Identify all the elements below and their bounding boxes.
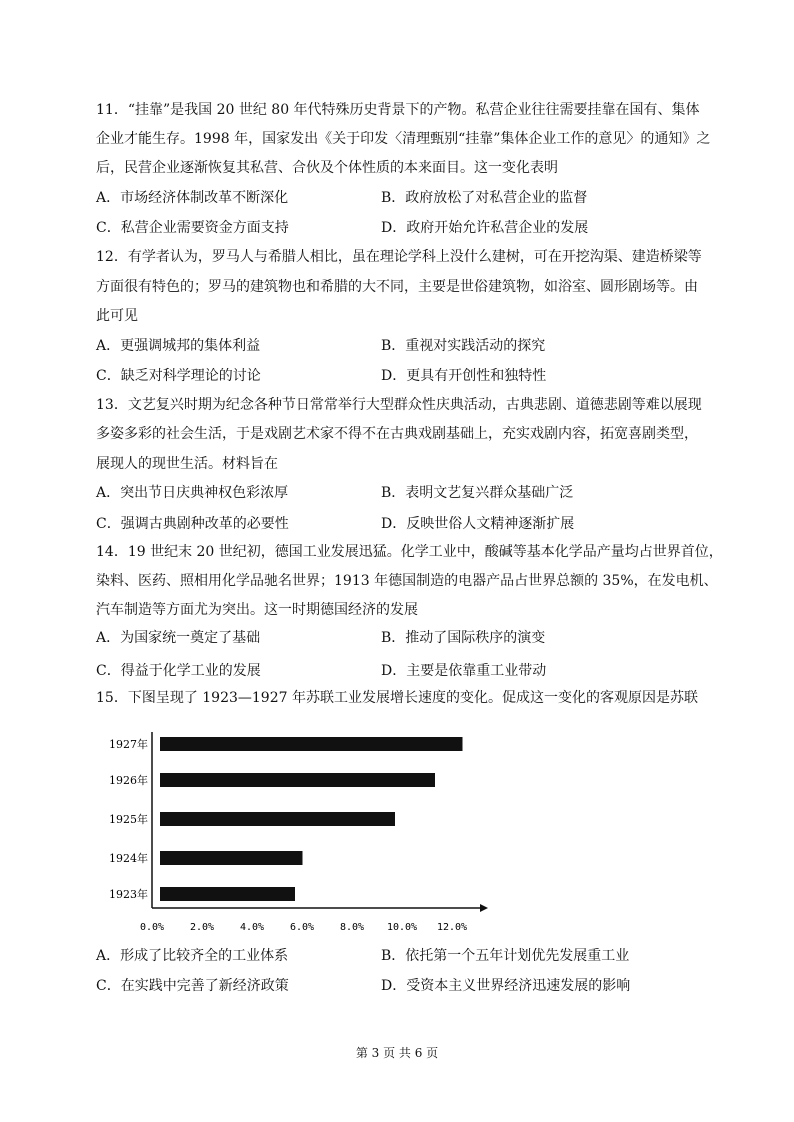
x-tick-label: 0.0%: [139, 922, 165, 933]
y-tick-label: 1924年: [109, 852, 148, 865]
q13-option-b: B．表明文艺复兴群众基础广泛: [381, 485, 574, 501]
q15-stem-line-1: 15．下图呈现了 1923—1927 年苏联工业发展增长速度的变化。促成这一变化的客观原因是苏联: [96, 690, 698, 706]
q13-stem-line-2: 多姿多彩的社会生活，于是戏剧艺术家不得不在古典戏剧基础上，充实戏剧内容，拓宽喜剧类型，: [96, 426, 698, 442]
q14-option-d: D．主要是依靠重工业带动: [381, 663, 547, 679]
q12-stem-line-1: 12．有学者认为，罗马人与希腊人相比，虽在理论学科上没什么建树，可在开挖沟渠、建造桥梁等: [96, 249, 702, 265]
x-axis-arrow: [480, 904, 488, 912]
q13-option-c: C．强调古典剧种改革的必要性: [96, 516, 289, 532]
q11-stem-line-1: 11．“挂靠”是我国 20 世纪 80 年代特殊历史背景下的产物。私营企业往往需要挂靠在国有、集体: [96, 102, 700, 118]
bar-0: [160, 737, 463, 751]
q12-option-a: A．更强调城邦的集体利益: [96, 338, 261, 354]
x-tick-label: 10.0%: [386, 922, 418, 933]
q14-option-b: B．推动了国际秩序的演变: [381, 630, 546, 646]
y-tick-label: 1926年: [109, 774, 148, 787]
q12-option-b: B．重视对实践活动的探究: [381, 338, 546, 354]
q15-option-c: C．在实践中完善了新经济政策: [96, 978, 289, 994]
x-tick-label: 12.0%: [436, 922, 468, 933]
q11-option-d: D．政府开始允许私营企业的发展: [381, 220, 589, 236]
x-tick-label: 8.0%: [339, 922, 365, 933]
q12-stem-line-2: 方面很有特色的；罗马的建筑物也和希腊的大不同，主要是世俗建筑物，如浴室、圆形剧场等。由: [96, 279, 698, 295]
q15-option-b: B．依托第一个五年计划优先发展重工业: [381, 948, 630, 964]
bar-1: [160, 773, 435, 787]
q15-option-a: A．形成了比较齐全的工业体系: [96, 948, 289, 964]
q14-option-c: C．得益于化学工业的发展: [96, 663, 261, 679]
q13-option-d: D．反映世俗人文精神逐渐扩展: [381, 516, 575, 532]
bar-2: [160, 812, 395, 826]
chart-x-labels: [140, 922, 467, 933]
q12-option-d: D．更具有开创性和独特性: [381, 368, 547, 384]
q14-stem-line-1: 14．19 世纪末 20 世纪初，德国工业发展迅猛。化学工业中，酸碱等基本化学品产量均占世界首位，: [96, 544, 723, 560]
q11-stem-line-3: 后，民营企业逐渐恢复其私营、合伙及个体性质的本来面目。这一变化表明: [96, 160, 558, 176]
chart-y-labels: [109, 737, 148, 901]
q11-option-c: C．私营企业需要资金方面支持: [96, 220, 289, 236]
q13-option-a: A．突出节日庆典神权色彩浓厚: [96, 485, 289, 501]
q11-stem-line-2: 企业才能生存。1998 年，国家发出《关于印发〈清理甄别“挂靠”集体企业工作的意见〉的通知》之: [96, 131, 711, 147]
q13-stem-line-1: 13．文艺复兴时期为纪念各种节日常常举行大型群众性庆典活动，古典悲剧、道德悲剧等难以展现: [96, 397, 702, 413]
bar-chart: [100, 722, 490, 940]
y-tick-label: 1925年: [109, 813, 148, 826]
y-tick-label: 1923年: [109, 888, 148, 901]
q14-stem-line-3: 汽车制造等方面尤为突出。这一时期德国经济的发展: [96, 602, 418, 618]
x-tick-label: 2.0%: [189, 922, 215, 933]
q13-stem-line-3: 展现人的现世生活。材料旨在: [96, 456, 278, 472]
q12-stem-line-3: 此可见: [96, 308, 138, 324]
bar-4: [160, 887, 295, 901]
y-tick-label: 1927年: [109, 738, 148, 751]
q11-option-a: A．市场经济体制改革不断深化: [96, 190, 289, 206]
page-footer: 第 3 页 共 6 页: [355, 1046, 439, 1060]
q14-stem-line-2: 染料、医药、照相用化学品驰名世界；1913 年德国制造的电器产品占世界总额的 35%，在发电机、: [96, 573, 718, 589]
chart-bars: [160, 737, 463, 901]
x-tick-label: 4.0%: [239, 922, 265, 933]
bar-3: [160, 851, 303, 865]
q11-option-b: B．政府放松了对私营企业的监督: [381, 190, 588, 206]
q14-option-a: A．为国家统一奠定了基础: [96, 630, 261, 646]
x-tick-label: 6.0%: [289, 922, 315, 933]
q12-option-c: C．缺乏对科学理论的讨论: [96, 368, 261, 384]
q15-option-d: D．受资本主义世界经济迅速发展的影响: [381, 978, 631, 994]
